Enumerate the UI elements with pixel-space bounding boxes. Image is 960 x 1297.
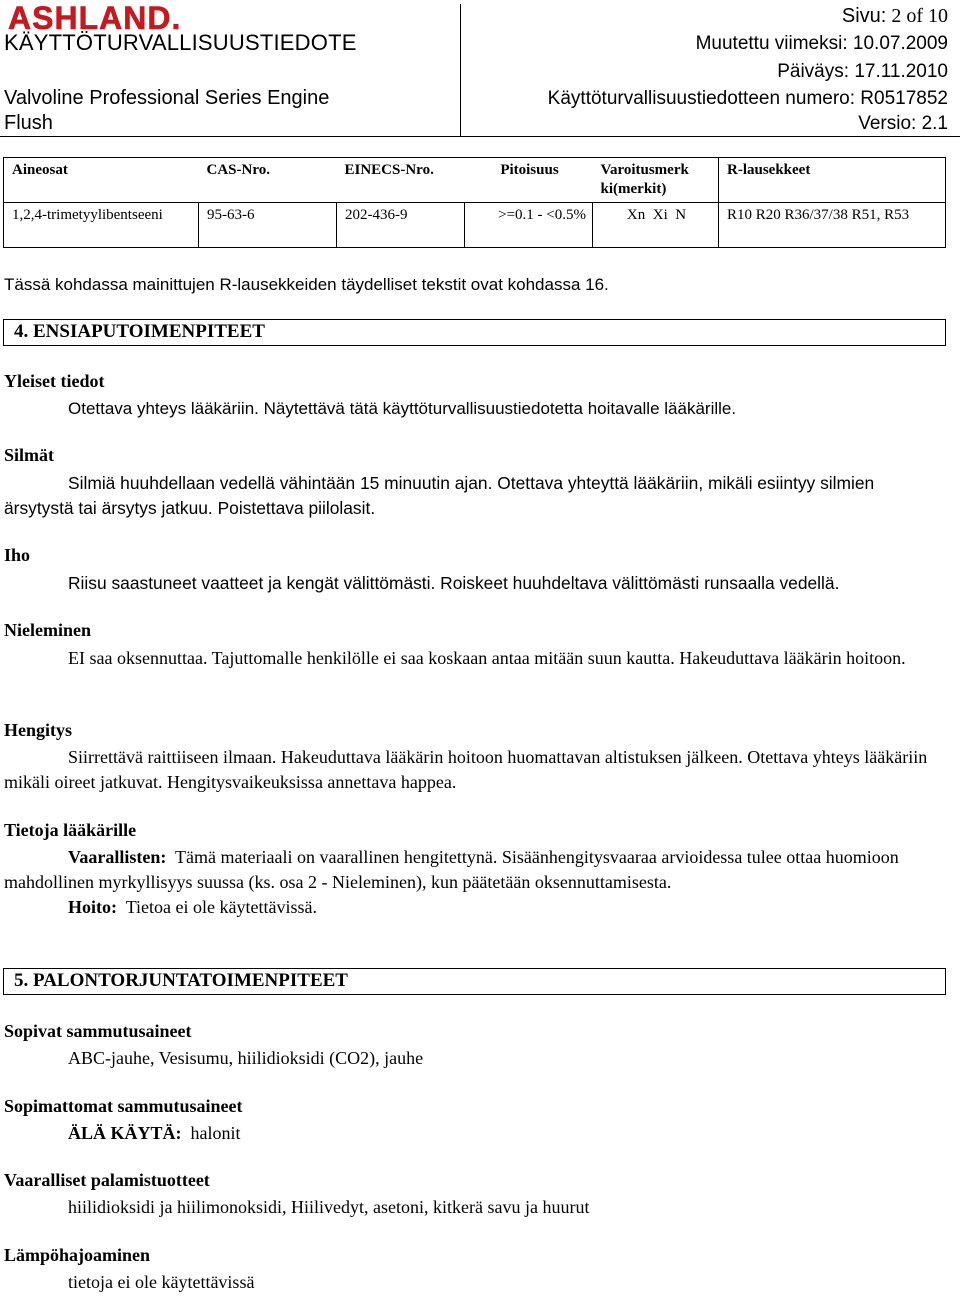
general-info-text: Otettava yhteys lääkäriin. Näytettävä tätä käyttöturvallisuustiedotetta hoitavalle lääkärille. [68, 399, 737, 418]
page-number: Sivu: 2 of 10 [841, 5, 948, 27]
svg-text:ASHLAND.: ASHLAND. [8, 2, 182, 34]
ingestion-text: EI saa oksennuttaa. Tajuttomalle henkilölle ei saa koskaan antaa mitään suun kautta. Hakeuduttava lääkärin hoitoon. [68, 648, 906, 668]
col-header-cas: CAS-Nro. [206, 162, 270, 178]
eyes-heading: Silmät [4, 445, 55, 465]
col-header-concentration: Pitoisuus [500, 162, 559, 178]
cell-cas: 95-63-6 [199, 203, 337, 248]
section-4-title: 4. ENSIAPUTOIMENPITEET [3, 319, 946, 346]
header-rule [0, 136, 960, 137]
skin-text: Riisu saastuneet vaatteet ja kengät välittömästi. Roiskeet huuhdeltava välittömästi runsaalla vedellä. [68, 573, 840, 593]
document-title: KÄYTTÖTURVALLISUUSTIEDOTE [4, 30, 357, 55]
col-header-r-phrases: R-lausekkeet [727, 162, 811, 178]
issue-date: Päiväys: 17.11.2010 [777, 61, 948, 82]
cell-symbols: Xn Xi N [593, 203, 719, 248]
suitable-media-heading: Sopivat sammutusaineet [4, 1021, 192, 1041]
hazards-text: Tämä materiaali on vaarallinen hengitettynä. Sisäänhengitysvaaraa arvioidessa tulee ottaa huomioon mahdollinen myrkyllisyys suussa (ks. osa 2 - Nieleminen), kun päätetään oksennuttamisesta. [4, 847, 899, 892]
cell-concentration: >=0.1 - <0.5% [465, 203, 593, 248]
unsuitable-media-paragraph [68, 1121, 241, 1146]
suitable-media-text: ABC-jauhe, Vesisumu, hiilidioksidi (CO2), jauhe [68, 1048, 424, 1068]
thermal-decomposition-heading: Lämpöhajoaminen [4, 1245, 151, 1265]
combustion-products-text: hiilidioksidi ja hiilimonoksidi, Hiilivedyt, asetoni, kitkerä savu ja huurut [68, 1197, 590, 1217]
combustion-products-heading: Vaaralliset palamistuotteet [4, 1170, 210, 1190]
ingredients-table [3, 157, 946, 248]
sds-number: Käyttöturvallisuustiedotteen numero: R0517852 [547, 88, 948, 109]
table-row [4, 203, 946, 248]
unsuitable-label: ÄLÄ KÄYTÄ: [68, 1123, 182, 1143]
unsuitable-media-heading: Sopimattomat sammutusaineet [4, 1096, 243, 1116]
treatment-text: Tietoa ei ole käytettävissä. [125, 897, 317, 917]
product-name: Valvoline Professional Series Engine Flush [4, 87, 330, 134]
hazards-label: Vaarallisten: [68, 847, 167, 867]
col-header-einecs: EINECS-Nro. [344, 162, 434, 178]
cell-einecs: 202-436-9 [337, 203, 465, 248]
inhalation-heading: Hengitys [4, 720, 73, 740]
r-phrase-note: Tässä kohdassa mainittujen R-lausekkeiden täydelliset tekstit ovat kohdassa 16. [4, 275, 609, 294]
col-header-ingredient: Aineosat [12, 162, 68, 178]
ingestion-heading: Nieleminen [4, 620, 91, 640]
table-header-row [4, 158, 946, 203]
hazards-paragraph [4, 845, 944, 895]
document-header [0, 0, 460, 137]
doctor-info-heading: Tietoja lääkärille [4, 820, 137, 840]
col-header-symbols: Varoitusmerk ki(merkit) [593, 158, 719, 203]
thermal-decomposition-text: tietoja ei ole käytettävissä [68, 1272, 255, 1292]
section-5-title: 5. PALONTORJUNTATOIMENPITEET [3, 968, 946, 995]
unsuitable-text: halonit [190, 1123, 241, 1143]
cell-r-phrases: R10 R20 R36/37/38 R51, R53 [727, 207, 910, 223]
treatment-paragraph [68, 895, 317, 920]
inhalation-text: Siirrettävä raittiiseen ilmaan. Hakeuduttava lääkärin hoitoon huomattavan altistuksen jälkeen. Otettava yhteys lääkäriin mikäli oireet jatkuvat. Hengitysvaikeuksissa annettava happea. [4, 747, 928, 792]
last-modified: Muutettu viimeksi: 10.07.2009 [695, 33, 948, 54]
skin-heading: Iho [4, 545, 31, 565]
eyes-text: Silmiä huuhdellaan vedellä vähintään 15 minuutin ajan. Otettava yhteyttä lääkäriin, mikäli esiintyy silmien ärsytystä tai ärsytys jatkuu. Poistettava piilolasit. [4, 473, 875, 518]
treatment-label: Hoito: [68, 897, 117, 917]
header-divider [460, 4, 461, 136]
version: Versio: 2.1 [858, 113, 948, 134]
cell-ingredient: 1,2,4-trimetyylibentseeni [4, 203, 199, 248]
general-info-heading: Yleiset tiedot [4, 371, 105, 391]
